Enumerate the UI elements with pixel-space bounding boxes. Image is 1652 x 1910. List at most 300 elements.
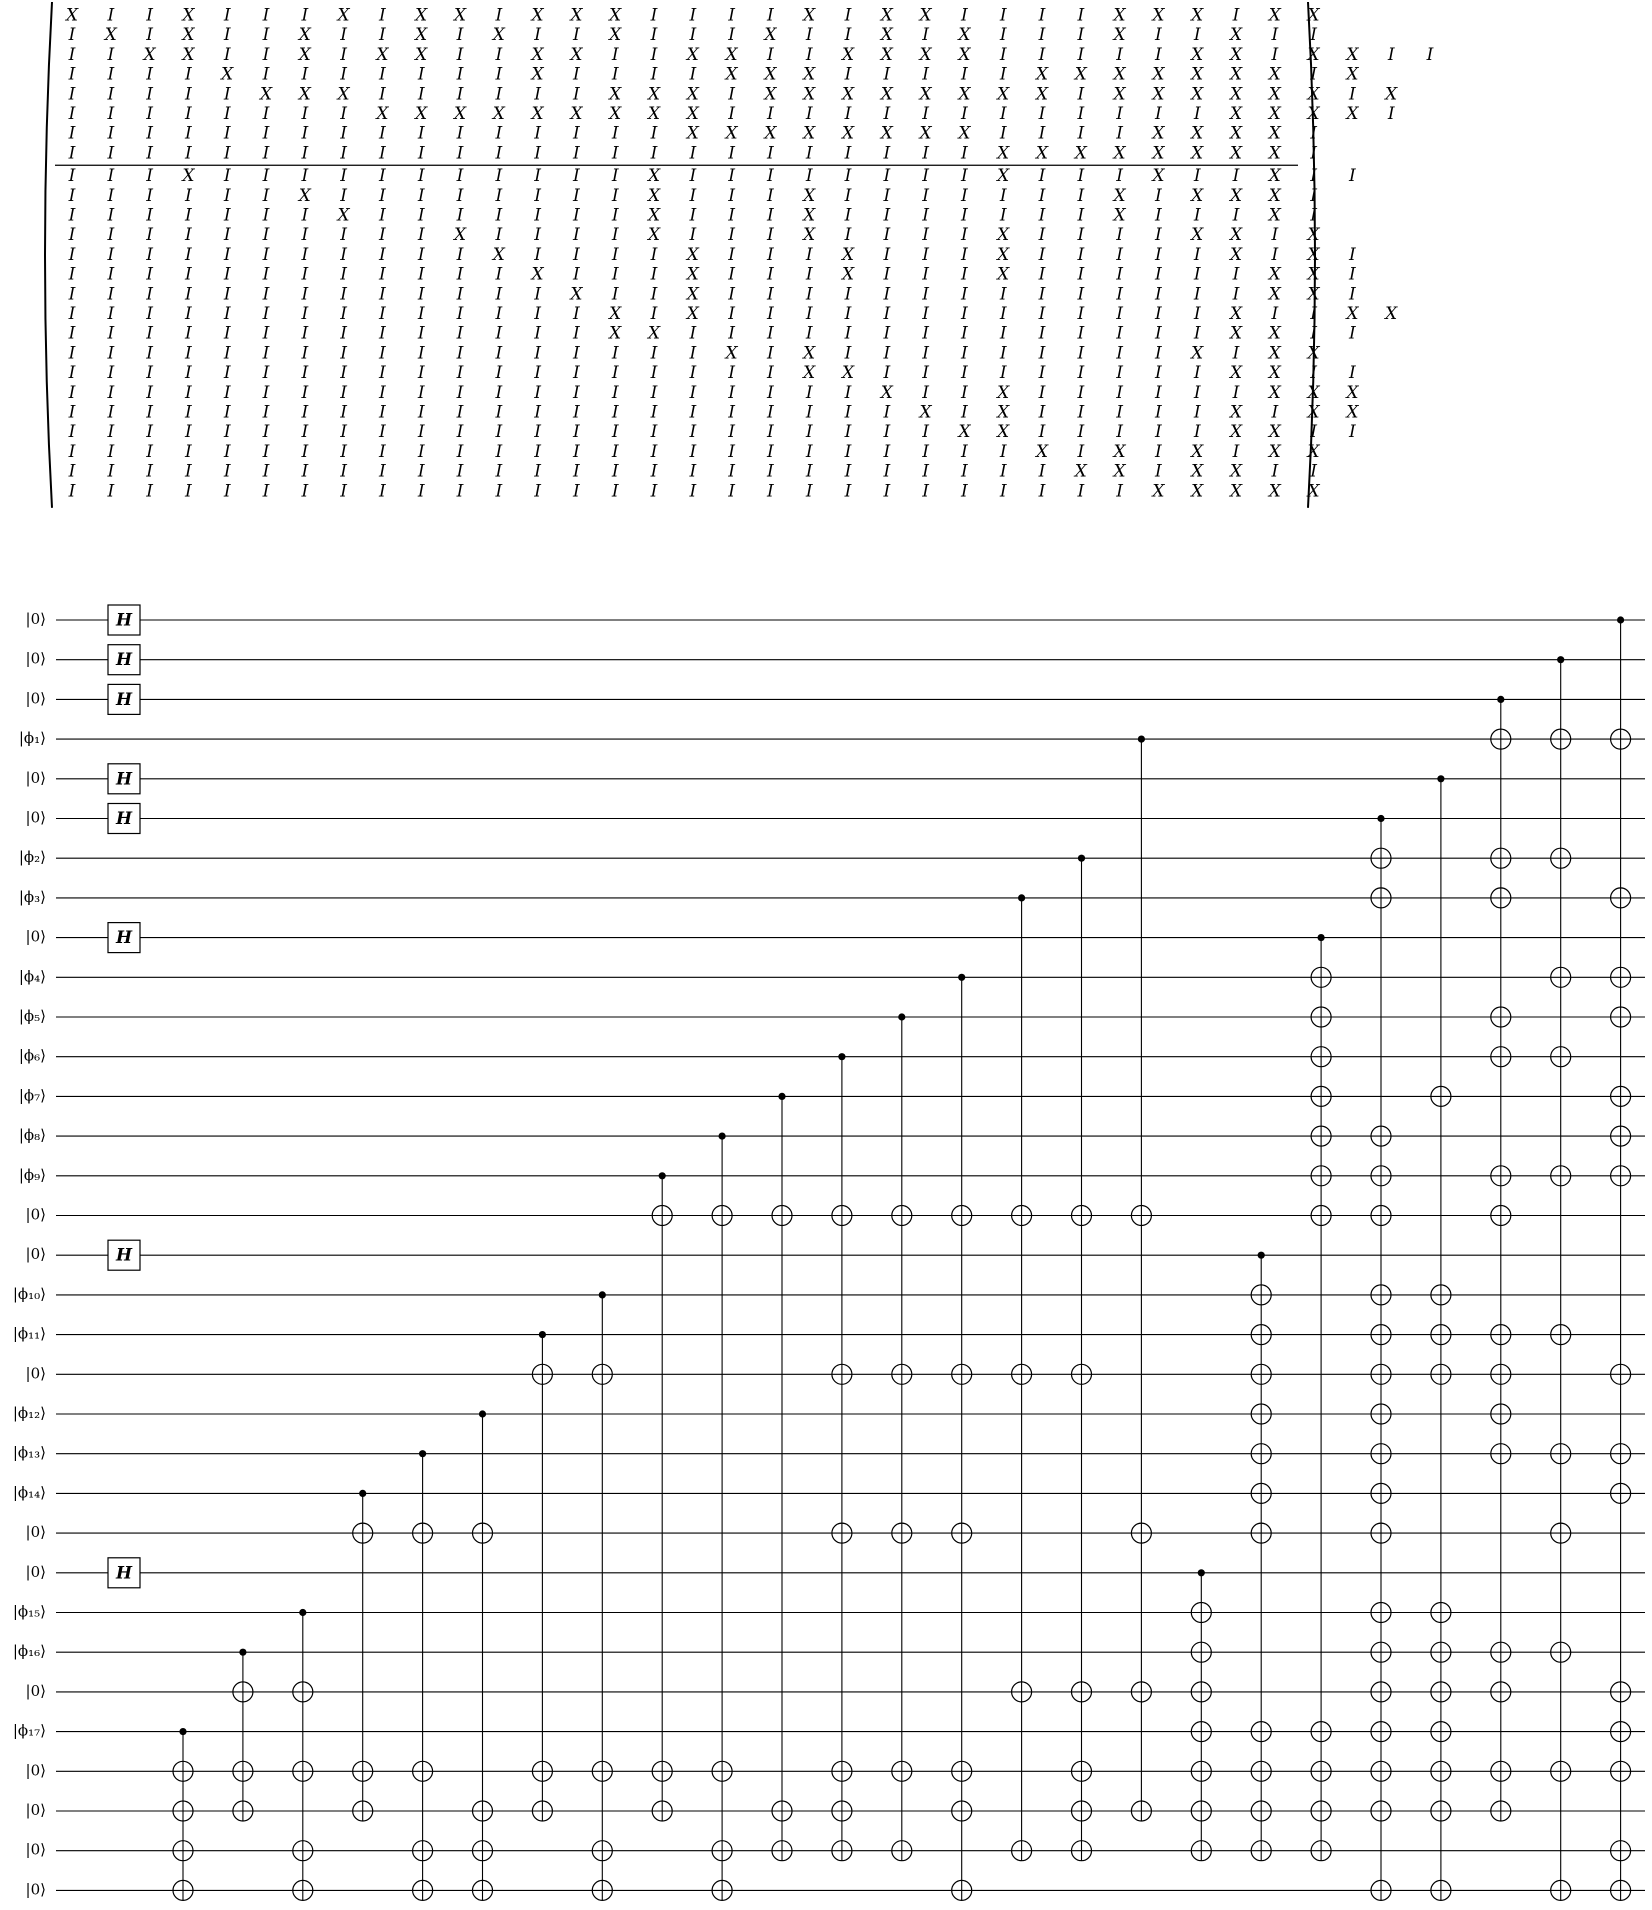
target-oplus: [1251, 1841, 1271, 1861]
matrix-entry: X: [376, 44, 389, 65]
target-oplus: [1131, 1682, 1151, 1702]
matrix-entry: I: [805, 284, 813, 305]
matrix-entry: X: [1346, 44, 1359, 65]
matrix-entry: I: [1310, 304, 1317, 324]
matrix-entry: X: [841, 123, 855, 144]
matrix-entry: I: [68, 461, 76, 482]
target-oplus: [1371, 1483, 1391, 1503]
matrix-entry: I: [844, 441, 852, 462]
matrix-entry: X: [1191, 343, 1204, 364]
matrix-entry: X: [1307, 481, 1320, 502]
matrix-entry: I: [728, 244, 735, 265]
matrix-entry: I: [262, 25, 270, 46]
target-oplus: [1611, 1682, 1631, 1702]
qubit-label: |ϕ₆⟩: [18, 1046, 46, 1065]
matrix-entry: I: [883, 244, 891, 265]
matrix-entry: I: [650, 363, 658, 384]
matrix-entry: I: [573, 323, 580, 344]
matrix-entry: I: [146, 185, 153, 206]
hadamard-label: H: [115, 689, 133, 710]
target-oplus: [1431, 1722, 1451, 1742]
matrix-entry: I: [1155, 441, 1162, 462]
matrix-entry: I: [107, 323, 115, 344]
matrix-entry: I: [922, 64, 929, 85]
matrix-entry: I: [1193, 264, 1201, 285]
matrix-entry: I: [689, 382, 697, 403]
matrix-entry: I: [922, 264, 929, 285]
qubit-label: |ϕ₃⟩: [18, 887, 46, 906]
matrix-entry: I: [379, 402, 386, 423]
matrix-entry: I: [146, 284, 153, 305]
matrix-entry: I: [340, 382, 347, 403]
matrix-entry: I: [185, 382, 192, 403]
matrix-entry: I: [611, 185, 619, 206]
matrix-entry: I: [495, 323, 503, 344]
matrix-entry: I: [1271, 402, 1279, 423]
matrix-entry: I: [961, 441, 968, 462]
matrix-entry: I: [1387, 104, 1395, 124]
target-oplus: [1491, 1801, 1511, 1821]
target-oplus: [1611, 1166, 1631, 1186]
matrix-entry: I: [68, 25, 76, 46]
matrix-entry: X: [531, 44, 544, 65]
target-oplus: [1611, 1086, 1631, 1106]
matrix-row: [68, 462, 1318, 482]
matrix-entry: I: [301, 205, 309, 226]
matrix-entry: I: [262, 402, 270, 423]
target-oplus: [592, 1880, 612, 1900]
stabilizer-matrix: [45, 2, 1434, 508]
target-oplus: [1551, 1761, 1571, 1781]
matrix-entry: I: [1116, 343, 1123, 364]
matrix-entry: I: [340, 64, 347, 85]
matrix-entry: I: [883, 363, 891, 384]
target-oplus: [1191, 1722, 1211, 1742]
matrix-entry: I: [68, 481, 76, 502]
matrix-entry: I: [379, 363, 386, 384]
matrix-entry: X: [686, 44, 699, 65]
matrix-entry: I: [573, 461, 580, 482]
target-oplus: [473, 1523, 493, 1543]
matrix-entry: I: [534, 382, 541, 403]
matrix-entry: X: [647, 185, 661, 206]
matrix-entry: I: [417, 422, 425, 443]
target-oplus: [712, 1761, 732, 1781]
matrix-entry: X: [492, 244, 505, 265]
matrix-entry: I: [922, 143, 929, 164]
target-oplus: [652, 1761, 672, 1781]
target-oplus: [1371, 1444, 1391, 1464]
matrix-entry: I: [689, 5, 697, 26]
target-oplus: [1012, 1682, 1032, 1702]
matrix-entry: I: [107, 205, 115, 226]
matrix-entry: I: [650, 64, 658, 85]
target-oplus: [832, 1523, 852, 1543]
matrix-entry: I: [68, 166, 76, 187]
target-oplus: [1491, 1642, 1511, 1662]
matrix-entry: I: [999, 284, 1007, 305]
matrix-entry: I: [534, 323, 541, 344]
matrix-entry: I: [1232, 441, 1240, 462]
matrix-entry: I: [146, 402, 153, 423]
matrix-entry: I: [340, 104, 347, 124]
matrix-entry: I: [805, 264, 813, 285]
matrix-entry: I: [495, 343, 503, 364]
target-oplus: [1371, 848, 1391, 868]
target-oplus: [1072, 1841, 1092, 1861]
matrix-entry: I: [1155, 323, 1162, 344]
matrix-entry: I: [185, 264, 192, 285]
matrix-entry: I: [611, 481, 619, 502]
matrix-entry: I: [1077, 304, 1085, 324]
matrix-entry: I: [650, 284, 658, 305]
matrix-entry: I: [262, 44, 270, 65]
matrix-row: [68, 324, 1356, 344]
cnot-gate: [353, 1490, 373, 1821]
matrix-row: [68, 403, 1360, 423]
matrix-entry: I: [68, 284, 76, 305]
matrix-entry: X: [997, 264, 1010, 285]
matrix-entry: I: [68, 225, 76, 246]
matrix-entry: I: [417, 441, 425, 462]
matrix-entry: I: [456, 166, 464, 187]
matrix-entry: X: [570, 284, 583, 305]
matrix-entry: X: [841, 244, 855, 265]
matrix-entry: X: [686, 304, 699, 324]
matrix-entry: I: [223, 104, 231, 124]
matrix-entry: I: [262, 441, 270, 462]
matrix-entry: I: [146, 382, 153, 403]
matrix-entry: X: [609, 304, 622, 324]
matrix-entry: I: [107, 123, 115, 144]
matrix-entry: I: [1310, 461, 1317, 482]
matrix-entry: I: [844, 64, 852, 85]
target-oplus: [173, 1841, 193, 1861]
matrix-entry: I: [999, 363, 1007, 384]
matrix-entry: I: [340, 185, 347, 206]
matrix-entry: I: [146, 104, 153, 124]
matrix-entry: I: [1155, 304, 1162, 324]
control-dot: [539, 1331, 546, 1338]
matrix-entry: X: [1307, 5, 1320, 26]
matrix-entry: I: [573, 205, 580, 226]
matrix-entry: I: [107, 185, 115, 206]
matrix-entry: I: [185, 343, 192, 364]
matrix-entry: I: [379, 205, 386, 226]
matrix-entry: I: [534, 441, 541, 462]
matrix-entry: I: [611, 64, 619, 85]
matrix-entry: I: [1310, 166, 1317, 187]
matrix-entry: X: [1268, 422, 1281, 443]
target-oplus: [952, 1801, 972, 1821]
cnot-gate: [952, 974, 972, 1901]
matrix-entry: I: [650, 402, 658, 423]
target-oplus: [1072, 1761, 1092, 1781]
matrix-entry: X: [1229, 143, 1243, 164]
matrix-entry: I: [223, 402, 231, 423]
qubit-label: |0⟩: [25, 1523, 46, 1542]
matrix-entry: I: [1155, 205, 1162, 226]
matrix-entry: X: [1113, 25, 1126, 46]
matrix-entry: I: [611, 166, 619, 187]
target-oplus: [1551, 1642, 1571, 1662]
matrix-entry: X: [686, 264, 699, 285]
target-oplus: [1431, 1880, 1451, 1900]
matrix-entry: I: [728, 104, 735, 124]
matrix-entry: I: [767, 166, 774, 187]
matrix-entry: X: [997, 143, 1010, 164]
matrix-entry: X: [958, 422, 971, 443]
matrix-entry: I: [68, 343, 76, 364]
matrix-entry: I: [767, 422, 774, 443]
qubit-label: |ϕ₇⟩: [18, 1086, 46, 1105]
target-oplus: [1191, 1841, 1211, 1861]
matrix-entry: I: [611, 343, 619, 364]
matrix-entry: I: [1038, 25, 1046, 46]
matrix-entry: X: [337, 5, 350, 26]
matrix-left-parenthesis: [45, 2, 52, 508]
matrix-entry: I: [767, 104, 774, 124]
matrix-entry: I: [534, 166, 541, 187]
matrix-entry: I: [1038, 264, 1046, 285]
matrix-entry: I: [534, 363, 541, 384]
matrix-entry: I: [573, 225, 580, 246]
matrix-entry: I: [107, 304, 115, 324]
target-oplus: [1491, 1007, 1511, 1027]
matrix-entry: X: [1268, 64, 1281, 85]
matrix-entry: X: [1268, 343, 1281, 364]
matrix-entry: I: [1155, 244, 1162, 265]
target-oplus: [293, 1761, 313, 1781]
matrix-entry: I: [883, 264, 891, 285]
matrix-entry: X: [1074, 64, 1087, 85]
matrix-entry: I: [301, 123, 309, 144]
target-oplus: [832, 1841, 852, 1861]
control-dot: [958, 974, 965, 981]
target-oplus: [1251, 1404, 1271, 1424]
matrix-entry: I: [1310, 323, 1317, 344]
matrix-entry: X: [531, 64, 544, 85]
matrix-entry: I: [262, 166, 270, 187]
qubit-label: |ϕ₉⟩: [18, 1165, 46, 1184]
matrix-entry: I: [650, 143, 658, 164]
matrix-entry: I: [340, 284, 347, 305]
matrix-entry: I: [767, 44, 774, 65]
matrix-entry: I: [1038, 402, 1046, 423]
matrix-entry: I: [883, 461, 891, 482]
matrix-entry: X: [1229, 25, 1243, 46]
hadamard-gate: [108, 764, 140, 794]
hadamard-gate: [108, 923, 140, 953]
matrix-entry: I: [68, 402, 76, 423]
matrix-entry: I: [534, 143, 541, 164]
matrix-entry: I: [223, 166, 231, 187]
target-oplus: [1251, 1761, 1271, 1781]
matrix-entry: I: [1193, 25, 1201, 46]
matrix-entry: X: [1385, 304, 1398, 324]
target-oplus: [892, 1841, 912, 1861]
target-oplus: [473, 1841, 493, 1861]
matrix-entry: I: [1271, 461, 1279, 482]
matrix-entry: I: [1116, 481, 1123, 502]
matrix-entry: X: [298, 84, 311, 105]
matrix-entry: I: [223, 343, 231, 364]
matrix-entry: I: [728, 402, 735, 423]
matrix-entry: I: [922, 343, 929, 364]
matrix-entry: I: [417, 64, 425, 85]
target-oplus: [1431, 1682, 1451, 1702]
matrix-entry: I: [185, 304, 192, 324]
matrix-entry: X: [1307, 382, 1320, 403]
target-oplus: [1551, 967, 1571, 987]
matrix-entry: I: [805, 44, 813, 65]
matrix-entry: X: [1307, 244, 1320, 265]
matrix-entry: X: [1229, 363, 1243, 384]
matrix-entry: X: [453, 225, 467, 246]
matrix-entry: I: [844, 343, 852, 364]
control-dot: [359, 1490, 366, 1497]
control-dot: [1318, 934, 1325, 941]
target-oplus: [892, 1523, 912, 1543]
matrix-entry: I: [262, 284, 270, 305]
target-oplus: [712, 1206, 732, 1226]
matrix-entry: X: [1307, 104, 1320, 124]
cnot-gate: [1251, 1252, 1271, 1861]
hadamard-gate: [108, 1240, 140, 1270]
matrix-entry: I: [1310, 205, 1317, 226]
matrix-entry: I: [340, 323, 347, 344]
matrix-entry: I: [107, 143, 115, 164]
matrix-entry: I: [417, 304, 425, 324]
matrix-entry: X: [647, 104, 661, 124]
matrix-entry: I: [1038, 363, 1046, 384]
matrix-entry: I: [767, 402, 774, 423]
matrix-entry: X: [958, 84, 971, 105]
target-oplus: [1371, 1761, 1391, 1781]
matrix-entry: I: [1038, 244, 1046, 265]
target-oplus: [832, 1761, 852, 1781]
matrix-entry: I: [107, 264, 115, 285]
matrix-entry: X: [1113, 64, 1126, 85]
target-oplus: [1611, 1444, 1631, 1464]
target-oplus: [1371, 888, 1391, 908]
matrix-entry: I: [1271, 44, 1279, 65]
matrix-entry: I: [107, 461, 115, 482]
cnot-gate: [473, 1410, 493, 1900]
matrix-entry: I: [805, 441, 813, 462]
matrix-entry: X: [958, 44, 971, 65]
target-oplus: [1551, 1523, 1571, 1543]
matrix-entry: I: [999, 104, 1007, 124]
target-oplus: [293, 1841, 313, 1861]
matrix-entry: I: [1077, 25, 1085, 46]
matrix-entry: I: [728, 25, 735, 46]
matrix-entry: I: [185, 84, 192, 105]
matrix-entry: X: [1268, 323, 1281, 344]
matrix-entry: I: [1349, 422, 1356, 443]
target-oplus: [712, 1880, 732, 1900]
matrix-entry: X: [997, 244, 1010, 265]
target-oplus: [1371, 1325, 1391, 1345]
matrix-entry: I: [689, 143, 697, 164]
matrix-entry: X: [725, 343, 738, 364]
cnot-gate: [532, 1331, 552, 1821]
matrix-entry: X: [919, 44, 932, 65]
matrix-entry: I: [223, 225, 231, 246]
matrix-entry: I: [262, 264, 270, 285]
target-oplus: [1251, 1444, 1271, 1464]
qubit-label: |ϕ₅⟩: [18, 1007, 46, 1025]
target-oplus: [1371, 1642, 1391, 1662]
matrix-entry: I: [301, 225, 309, 246]
matrix-entry: I: [301, 402, 309, 423]
matrix-entry: I: [1155, 284, 1162, 305]
matrix-entry: I: [611, 44, 619, 65]
matrix-entry: I: [611, 422, 619, 443]
target-oplus: [1191, 1761, 1211, 1781]
matrix-entry: X: [609, 104, 622, 124]
target-oplus: [892, 1364, 912, 1384]
matrix-entry: I: [262, 343, 270, 364]
matrix-entry: I: [611, 143, 619, 164]
matrix-entry: I: [844, 25, 852, 46]
matrix-entry: I: [922, 304, 929, 324]
matrix-entry: I: [573, 25, 580, 46]
matrix-entry: I: [379, 25, 386, 46]
matrix-entry: I: [728, 143, 735, 164]
matrix-entry: I: [611, 244, 619, 265]
cnot-gate: [832, 1053, 852, 1861]
target-oplus: [1611, 1483, 1631, 1503]
matrix-entry: I: [767, 143, 774, 164]
matrix-entry: I: [262, 461, 270, 482]
matrix-entry: I: [1155, 225, 1162, 246]
control-dot: [1377, 815, 1384, 822]
matrix-entry: I: [961, 323, 968, 344]
matrix-entry: I: [1038, 185, 1046, 206]
matrix-entry: I: [1310, 25, 1317, 46]
matrix-entry: I: [1116, 284, 1123, 305]
matrix-entry: I: [844, 481, 852, 502]
matrix-entry: I: [262, 481, 270, 502]
matrix-entry: I: [456, 185, 464, 206]
matrix-entry: I: [417, 343, 425, 364]
matrix-entry: I: [805, 25, 813, 46]
matrix-entry: I: [999, 64, 1007, 85]
target-oplus: [1311, 1166, 1331, 1186]
matrix-entry: I: [185, 363, 192, 384]
matrix-entry: I: [844, 304, 852, 324]
control-dot: [1198, 1569, 1205, 1576]
matrix-entry: I: [456, 343, 464, 364]
matrix-entry: X: [686, 244, 699, 265]
matrix-entry: I: [1077, 481, 1085, 502]
matrix-entry: X: [764, 25, 777, 46]
target-oplus: [413, 1880, 433, 1900]
matrix-entry: I: [1038, 422, 1046, 443]
matrix-entry: I: [1155, 363, 1162, 384]
matrix-entry: X: [609, 5, 622, 26]
matrix-entry: X: [1035, 64, 1049, 85]
target-oplus: [1371, 1722, 1391, 1742]
qubit-label: |0⟩: [25, 1562, 46, 1581]
matrix-entry: I: [223, 205, 231, 226]
target-oplus: [652, 1206, 672, 1226]
matrix-entry: I: [961, 166, 968, 187]
matrix-entry: X: [1229, 104, 1243, 124]
matrix-entry: I: [1116, 304, 1123, 324]
matrix-entry: I: [68, 264, 76, 285]
